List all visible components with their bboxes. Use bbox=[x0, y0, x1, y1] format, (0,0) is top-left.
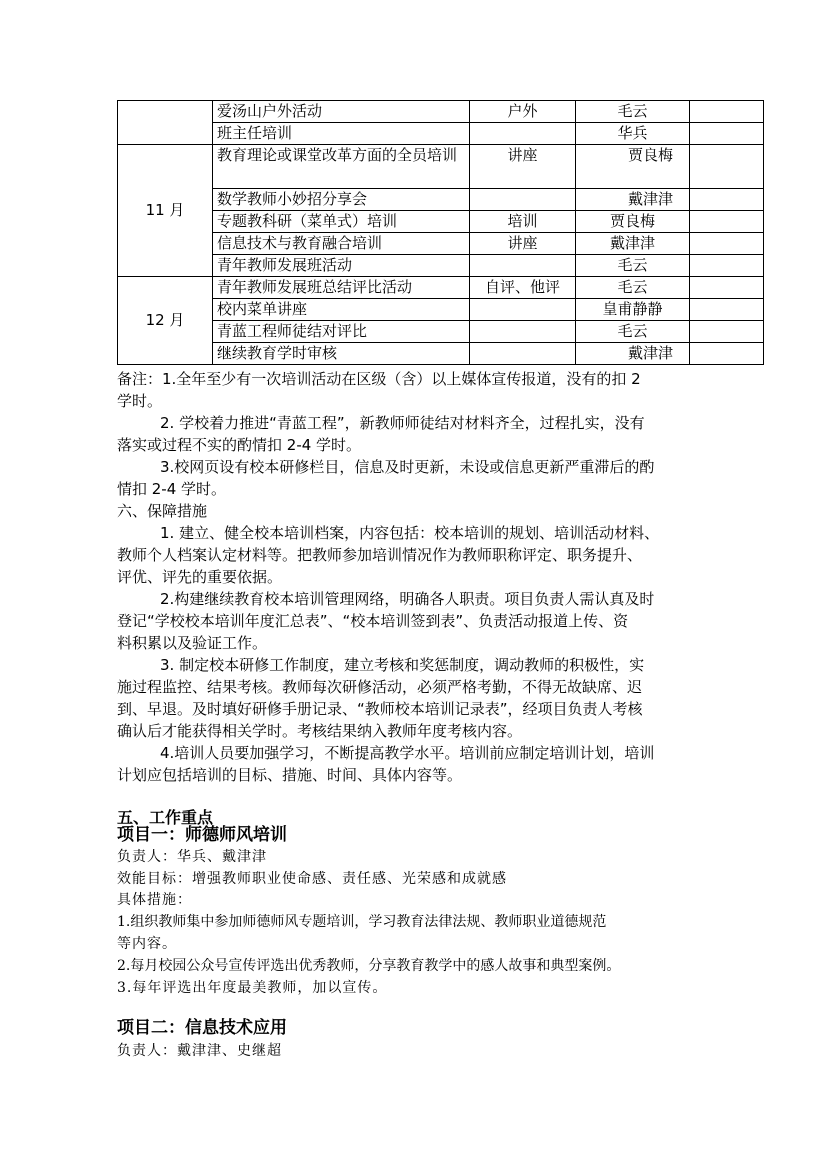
note-cell bbox=[690, 299, 764, 321]
activity-cell: 爱汤山户外活动 bbox=[213, 101, 470, 123]
owner-cell: 毛云 bbox=[576, 321, 690, 343]
table-row bbox=[118, 233, 764, 255]
table-row bbox=[118, 211, 764, 233]
paragraph-line: 1. 建立、健全校本培训档案，内容包括：校本培训的规划、培训活动材料、 bbox=[160, 524, 660, 542]
paragraph-line: 评优、评先的重要依据。 bbox=[117, 568, 283, 586]
paragraph-line: 确认后才能获得相关学时。考核结果纳入教师年度考核内容。 bbox=[117, 722, 523, 740]
table-row bbox=[118, 343, 764, 365]
paragraph-line: 料积累以及验证工作。 bbox=[117, 634, 268, 652]
note-2-line-1: 2. 学校着力推进“青蓝工程”，新教师师徒结对材料齐全，过程扎实，没有 bbox=[160, 414, 645, 432]
project-1-measure-3: 3.每年评选出年度最美教师，加以宣传。 bbox=[117, 980, 388, 996]
owner-cell: 贾良梅 bbox=[576, 211, 690, 233]
activity-cell: 青年教师发展班活动 bbox=[213, 255, 470, 277]
owner-cell: 戴津津 bbox=[576, 343, 690, 365]
activity-cell: 信息技术与教育融合培训 bbox=[213, 233, 470, 255]
project-2-owner: 负责人：戴津津、史继超 bbox=[117, 1043, 282, 1059]
note-cell bbox=[690, 277, 764, 299]
project-1-goal: 效能目标：增强教师职业使命感、责任感、光荣感和成就感 bbox=[117, 871, 507, 887]
paragraph-line: 3. 制定校本研修工作制度，建立考核和奖惩制度，调动教师的积极性，实 bbox=[160, 656, 645, 674]
table-row bbox=[118, 255, 764, 277]
note-1-line-2: 学时。 bbox=[117, 392, 163, 410]
note-cell bbox=[690, 233, 764, 255]
table-row bbox=[118, 101, 764, 123]
note-cell bbox=[690, 101, 764, 123]
project-1-measures-label: 具体措施： bbox=[117, 892, 192, 908]
form-cell: 讲座 bbox=[470, 145, 576, 189]
owner-cell: 毛云 bbox=[576, 101, 690, 123]
project-1-measure-1: 1.组织教师集中参加师德师风专题培训，学习教育法律法规、教师职业道德规范 bbox=[117, 914, 607, 930]
table-row bbox=[118, 123, 764, 145]
paragraph-line: 计划应包括培训的目标、措施、时间、具体内容等。 bbox=[117, 766, 463, 784]
project-1-measure-2: 2.每月校园公众号宣传评选出优秀教师，分享教育教学中的感人故事和典型案例。 bbox=[117, 958, 621, 974]
form-cell bbox=[470, 123, 576, 145]
section-5-heading: 五、工作重点 bbox=[117, 808, 214, 827]
form-cell: 自评、他评 bbox=[470, 277, 576, 299]
owner-cell: 皇甫静静 bbox=[576, 299, 690, 321]
activity-cell: 青蓝工程师徒结对评比 bbox=[213, 321, 470, 343]
project-1-owner: 负责人：华兵、戴津津 bbox=[117, 849, 267, 865]
note-cell bbox=[690, 211, 764, 233]
note-cell bbox=[690, 255, 764, 277]
paragraph-line: 教师个人档案认定材料等。把教师参加培训情况作为教师职称评定、职务提升、 bbox=[117, 546, 643, 564]
form-cell: 户外 bbox=[470, 101, 576, 123]
project-1-title: 项目一：师德师风培训 bbox=[117, 825, 287, 845]
owner-cell: 戴津津 bbox=[576, 233, 690, 255]
activity-cell: 专题教科研（菜单式）培训 bbox=[213, 211, 470, 233]
note-1-line-1: 备注：1.全年至少有一次培训活动在区级（含）以上媒体宣传报道，没有的扣 2 bbox=[117, 370, 641, 388]
table-row bbox=[118, 321, 764, 343]
activity-cell: 校内菜单讲座 bbox=[213, 299, 470, 321]
form-cell: 培训 bbox=[470, 211, 576, 233]
note-cell bbox=[690, 145, 764, 189]
note-3-line-2: 情扣 2-4 学时。 bbox=[117, 480, 227, 498]
owner-cell: 贾良梅 bbox=[576, 145, 690, 189]
owner-cell: 华兵 bbox=[576, 123, 690, 145]
table-row bbox=[118, 145, 764, 189]
owner-cell: 戴津津 bbox=[576, 189, 690, 211]
form-cell: 讲座 bbox=[470, 233, 576, 255]
activity-cell: 教育理论或课堂改革方面的全员培训 bbox=[213, 145, 470, 189]
form-cell bbox=[470, 189, 576, 211]
project-1-measure-1-cont: 等内容。 bbox=[117, 936, 177, 952]
form-cell bbox=[470, 321, 576, 343]
table-row bbox=[118, 189, 764, 211]
owner-cell: 毛云 bbox=[576, 255, 690, 277]
activity-cell: 班主任培训 bbox=[213, 123, 470, 145]
month-cell-december: 12 月 bbox=[118, 277, 213, 365]
project-2-title: 项目二：信息技术应用 bbox=[117, 1018, 287, 1038]
activity-cell: 数学教师小妙招分享会 bbox=[213, 189, 470, 211]
form-cell bbox=[470, 343, 576, 365]
paragraph-line: 2.构建继续教育校本培训管理网络，明确各人职责。项目负责人需认真及时 bbox=[160, 590, 655, 608]
note-cell bbox=[690, 189, 764, 211]
activity-cell: 继续教育学时审核 bbox=[213, 343, 470, 365]
table-row bbox=[118, 277, 764, 299]
owner-cell: 毛云 bbox=[576, 277, 690, 299]
paragraph-line: 到、早退。及时填好研修手册记录、“教师校本培训记录表”，经项目负责人考核 bbox=[117, 700, 643, 718]
note-cell bbox=[690, 123, 764, 145]
month-cell bbox=[118, 101, 213, 145]
form-cell bbox=[470, 299, 576, 321]
training-schedule-table bbox=[117, 100, 764, 365]
paragraph-line: 施过程监控、结果考核。教师每次研修活动，必须严格考勤，不得无故缺席、迟 bbox=[117, 678, 643, 696]
note-3-line-1: 3.校网页设有校本研修栏目，信息及时更新，未设或信息更新严重滞后的酌 bbox=[160, 458, 655, 476]
paragraph-line: 登记“学校校本培训年度汇总表”、“校本培训签到表”、负责活动报道上传、资 bbox=[117, 612, 629, 630]
note-2-line-2: 落实或过程不实的酌情扣 2-4 学时。 bbox=[117, 436, 362, 454]
activity-cell: 青年教师发展班总结评比活动 bbox=[213, 277, 470, 299]
table-row bbox=[118, 299, 764, 321]
note-cell bbox=[690, 321, 764, 343]
note-cell bbox=[690, 343, 764, 365]
month-cell-november: 11 月 bbox=[118, 145, 213, 277]
section-6-heading: 六、保障措施 bbox=[117, 502, 208, 520]
form-cell bbox=[470, 255, 576, 277]
paragraph-line: 4.培训人员要加强学习，不断提高教学水平。培训前应制定培训计划，培训 bbox=[160, 744, 655, 762]
